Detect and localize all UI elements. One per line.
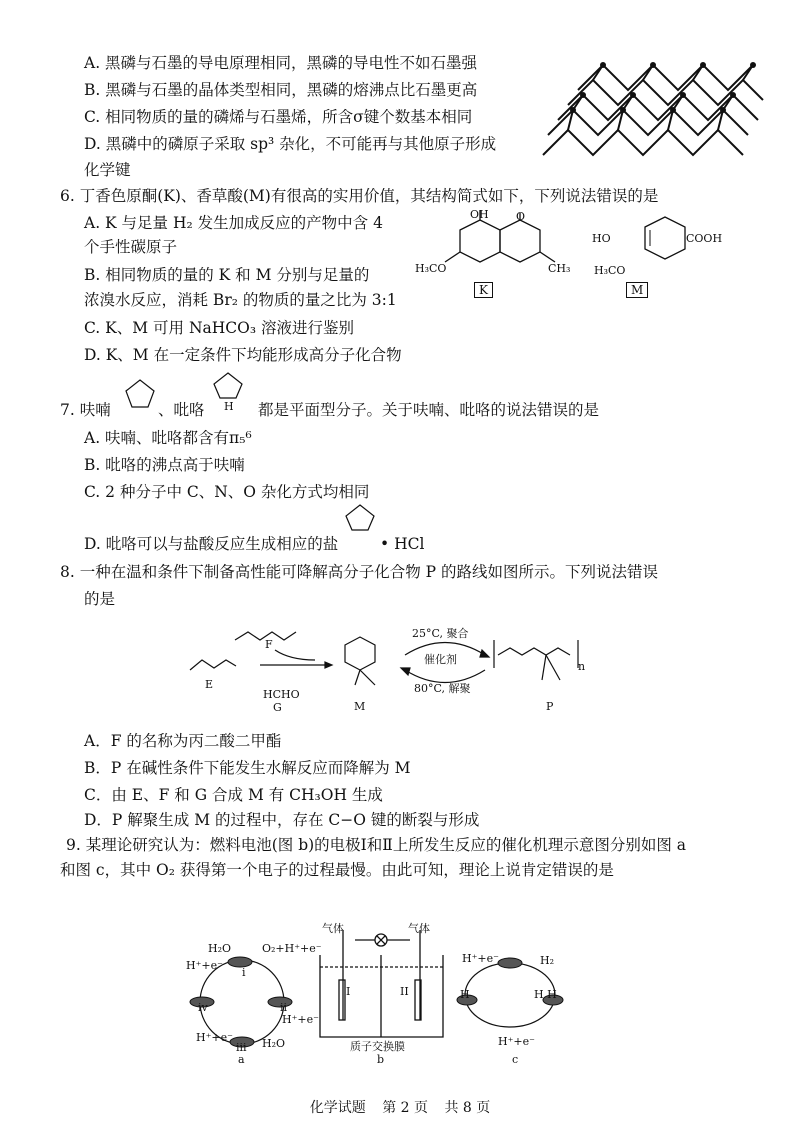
- q6-stem: 6. 丁香色原酮(K)、香草酸(M)有很高的实用价值，其结构简式如下，下列说法错误的是: [60, 187, 659, 205]
- q7-option-b: B. 吡咯的沸点高于呋喃: [84, 456, 245, 474]
- q7-option-d: D. 吡咯可以与盐酸反应生成相应的盐: [84, 535, 339, 553]
- q5-option-a: A. 黑磷与石墨的导电原理相同，黑磷的导电性不如石墨强: [84, 54, 478, 72]
- fig-a-hplus-left: H⁺+e⁻: [186, 959, 223, 972]
- q8-option-d: D．P 解聚生成 M 的过程中，存在 C−O 键的断裂与形成: [84, 811, 480, 829]
- m-structure-diagram: [620, 215, 710, 275]
- q8-label-hcho: HCHO: [263, 688, 300, 701]
- fig-c-h-left: H: [460, 988, 470, 1001]
- q8-stem: 8. 一种在温和条件下制备高性能可降解高分子化合物 P 的路线如图所示。下列说法错误: [60, 563, 659, 581]
- fig-c-hplus-top: H⁺+e⁻: [462, 952, 499, 965]
- q8-stem-cont: 的是: [84, 590, 116, 608]
- fig-a-state-iv: iv: [198, 1001, 208, 1014]
- fig-b-gas-right: 气体: [408, 922, 430, 935]
- q8-label-e: E: [205, 678, 214, 691]
- q5-option-b: B. 黑磷与石墨的晶体类型相同，黑磷的熔沸点比石墨更高: [84, 81, 478, 99]
- q8-label-m: M: [354, 700, 366, 713]
- fig-a-hplus-right: H⁺+e⁻: [282, 1013, 319, 1026]
- furan-structure-icon: [122, 377, 158, 411]
- k-h3co-label: H₃CO: [415, 262, 447, 275]
- q8-label-f: F: [265, 638, 273, 651]
- q7-stem-part2: 、吡咯: [158, 401, 205, 419]
- q6-option-b-cont: 浓溴水反应，消耗 Br₂ 的物质的量之比为 3:1: [84, 291, 397, 309]
- q6-option-b: B. 相同物质的量的 K 和 M 分别与足量的: [84, 266, 370, 284]
- fig-c-hplus-bottom: H⁺+e⁻: [498, 1035, 535, 1048]
- m-cooh-label: COOH: [686, 232, 723, 245]
- k-oh-label: OH: [470, 208, 489, 221]
- k-ch3-label: CH₃: [548, 262, 571, 275]
- q8-option-b: B．P 在碱性条件下能发生水解反应而降解为 M: [84, 759, 411, 777]
- q8-option-c: C．由 E、F 和 G 合成 M 有 CH₃OH 生成: [84, 786, 383, 804]
- fig-c-h2-label: H₂: [540, 954, 555, 967]
- pyrrole-nh-label: H: [224, 400, 234, 413]
- q8-condition-polymerize: 25°C, 聚合: [412, 627, 469, 640]
- fig-b-fuel-cell-diagram: [315, 925, 450, 1045]
- q6-option-a-cont: 个手性碳原子: [84, 238, 178, 256]
- fig-a-state-ii: ii: [280, 1001, 288, 1014]
- q7-option-d-hcl: • HCl: [380, 535, 425, 553]
- pyrrole-salt-structure-icon: [342, 502, 378, 540]
- q7-stem-part3: 都是平面型分子。关于呋喃、吡咯的说法错误的是: [258, 401, 600, 419]
- footer-subject: 化学试题: [309, 1100, 366, 1116]
- fig-a-h2o-bottom: H₂O: [262, 1037, 286, 1050]
- q9-stem-cont: 和图 c，其中 O₂ 获得第一个电子的过程最慢。由此可知，理论上说肯定错误的是: [60, 861, 614, 879]
- fig-b-electrode-ii: II: [400, 985, 409, 998]
- fig-a-hplus-bottom: H⁺+e⁻: [196, 1031, 233, 1044]
- q8-reaction-scheme-diagram: [180, 610, 600, 720]
- m-ho-label: HO: [592, 232, 611, 245]
- page-footer: [0, 1097, 800, 1117]
- fig-c-caption: c: [512, 1053, 519, 1066]
- m-h3co-label: H₃CO: [594, 264, 626, 277]
- q8-label-g: G: [273, 701, 282, 714]
- fig-b-electrode-i: I: [346, 985, 351, 998]
- q7-stem-part1: 7. 呋喃: [60, 401, 111, 419]
- footer-total: 共 8 页: [444, 1100, 491, 1116]
- fig-b-membrane-label: 质子交换膜: [350, 1040, 405, 1053]
- q6-option-c: C. K、M 可用 NaHCO₃ 溶液进行鉴别: [84, 319, 354, 337]
- q8-condition-depolymerize: 80°C, 解聚: [414, 682, 471, 695]
- q5-option-d-cont: 化学键: [84, 161, 131, 179]
- q6-option-a: A. K 与足量 H₂ 发生加成反应的产物中含 4: [84, 214, 383, 232]
- fig-b-caption: b: [377, 1053, 385, 1066]
- fig-c-h-right: H H: [534, 988, 557, 1001]
- fig-a-o2-label: O₂+H⁺+e⁻: [262, 942, 322, 955]
- fig-a-state-iii: iii: [236, 1041, 247, 1054]
- q8-label-n: n: [578, 660, 586, 673]
- q5-option-d: D. 黑磷中的磷原子采取 sp³ 杂化，不可能再与其他原子形成: [84, 135, 497, 153]
- fig-b-gas-left: 气体: [322, 922, 344, 935]
- fig-a-caption: a: [238, 1053, 245, 1066]
- fig-a-h2o-top: H₂O: [208, 942, 232, 955]
- q8-label-p: P: [546, 700, 554, 713]
- footer-page: 第 2 页: [382, 1100, 428, 1116]
- q8-catalyst: 催化剂: [424, 653, 457, 666]
- k-o-label: O: [516, 210, 526, 223]
- k-structure-diagram: [415, 205, 575, 290]
- q5-option-c: C. 相同物质的量的磷烯与石墨烯，所含σ键个数基本相同: [84, 108, 473, 126]
- q6-option-d: D. K、M 在一定条件下均能形成高分子化合物: [84, 346, 402, 364]
- q8-option-a: A．F 的名称为丙二酸二甲酯: [84, 732, 282, 750]
- fig-a-state-i: i: [242, 966, 246, 979]
- m-label-box: M: [626, 282, 648, 298]
- q9-stem: 9. 某理论研究认为：燃料电池(图 b)的电极Ⅰ和Ⅱ上所发生反应的催化机理示意图分别如图 a: [66, 836, 686, 854]
- q7-option-a: A. 呋喃、吡咯都含有π₅⁶: [84, 429, 252, 447]
- q7-option-c: C. 2 种分子中 C、N、O 杂化方式均相同: [84, 483, 370, 501]
- black-phosphorus-structure-image: [538, 40, 773, 170]
- k-label-box: K: [474, 282, 493, 298]
